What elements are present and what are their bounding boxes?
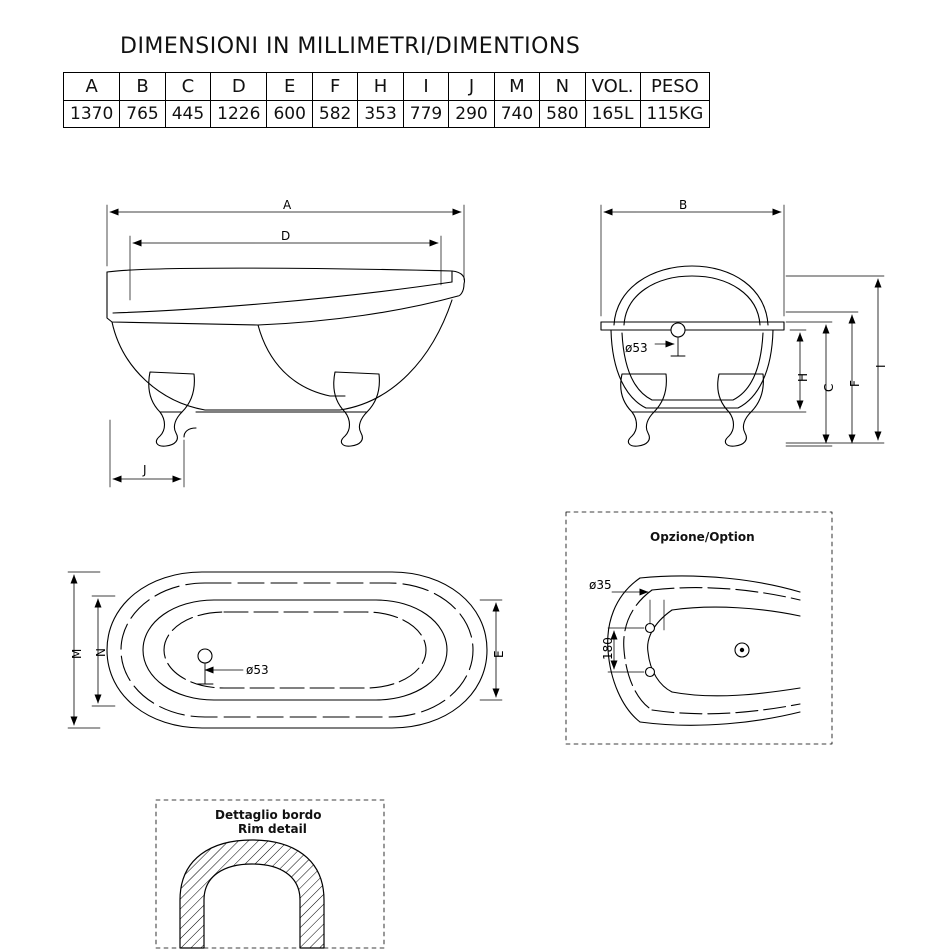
table-cell: 779 [403,101,448,128]
front-view [601,205,884,446]
table-header-cell: J [449,73,494,101]
drain-label-front: ø53 [625,341,648,355]
option-spacing-label: 180 [601,637,615,660]
rim-caption-it: Dettaglio bordo [215,808,322,822]
dim-label-b: B [679,198,688,212]
table-header-cell: VOL. [585,73,640,101]
table-cell: 1226 [211,101,267,128]
dim-label-j: J [143,463,147,477]
dim-label-i: I [874,364,888,368]
rim-caption-en: Rim detail [238,822,307,836]
table-header-cell: I [403,73,448,101]
table-header-cell: D [211,73,267,101]
page-title: DIMENSIONI IN MILLIMETRI/DIMENTIONS [120,34,581,59]
dim-label-a: A [283,198,292,212]
top-view [68,572,502,728]
table-header-cell: A [64,73,120,101]
table-cell: 165L [585,101,640,128]
dim-label-c: C [822,383,836,392]
table-header-cell: H [358,73,403,101]
table-cell: 582 [312,101,357,128]
table-cell: 600 [267,101,312,128]
dim-label-f: F [848,380,862,387]
dim-label-n: N [94,648,108,657]
table-cell: 580 [540,101,585,128]
table-header-cell: E [267,73,312,101]
table-header-cell: F [312,73,357,101]
table-cell: 445 [165,101,210,128]
table-cell: 115KG [640,101,710,128]
table-header-cell: B [120,73,165,101]
table-cell: 765 [120,101,165,128]
table-cell: 290 [449,101,494,128]
dim-label-d: D [281,229,291,243]
option-hole-label: ø35 [589,578,612,592]
table-cell: 353 [358,101,403,128]
table-header-cell: N [540,73,585,101]
option-caption: Opzione/Option [650,530,755,544]
table-cell: 740 [494,101,539,128]
dim-label-h: H [796,372,810,382]
table-header-cell: M [494,73,539,101]
dim-label-m: M [70,648,84,659]
table-header-cell: C [165,73,210,101]
table-cell: 1370 [64,101,120,128]
drain-label-top: ø53 [246,663,269,677]
side-view [107,205,465,487]
table-header-cell: PESO [640,73,710,101]
option-view [566,512,832,744]
dim-label-e: E [492,650,506,658]
